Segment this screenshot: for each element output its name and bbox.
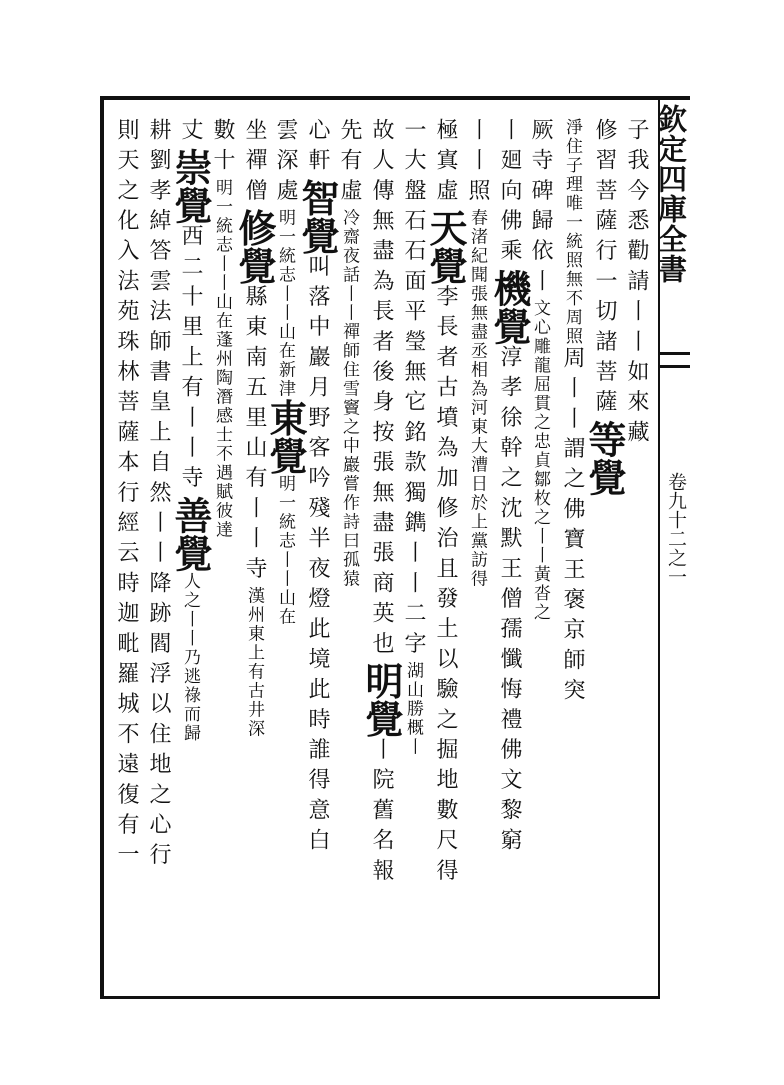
book-title: 欽定四庫全書 <box>654 104 688 284</box>
annotation-text: 冷齋夜話丨丨禪師住雪竇之中巖嘗作詩曰孤猿 <box>339 208 359 589</box>
text-column <box>397 118 430 978</box>
text-column <box>110 118 143 978</box>
body-text: 極寘虛 <box>433 118 458 209</box>
headword: 明覺 <box>359 661 404 738</box>
text-column <box>524 118 557 978</box>
body-text: 子我今悉勸請丨丨如來藏 <box>624 118 649 451</box>
body-text: 李長者古墳為加修治且發土以驗之掘地數尺得 <box>433 284 458 889</box>
body-text: 修習菩薩行一切諸菩薩 <box>592 118 617 420</box>
body-text: 則天之化入法苑珠林菩薩本行經云時迦毗羅城不遠復有一 <box>114 118 139 873</box>
body-text: 西二十里上有丨丨寺 <box>178 224 203 497</box>
body-text: 先有虛 <box>337 118 362 209</box>
text-column <box>168 118 213 978</box>
headword: 修覺 <box>232 208 277 285</box>
body-text: 縣東南五里山有丨丨寺 <box>242 284 267 587</box>
headword: 善覺 <box>168 496 213 573</box>
text-column <box>620 118 653 978</box>
headword: 智覺 <box>295 178 340 255</box>
body-text: 數十 <box>210 118 235 179</box>
body-text: 周丨丨謂之佛寶王褒京師突 <box>560 346 585 709</box>
body-text: 坐禪僧 <box>242 118 267 209</box>
annotation-text: 湖山勝概丨 <box>403 661 423 757</box>
body-text: 故人傳無盡為長者後身按張無盡張商英也 <box>369 118 394 662</box>
text-column <box>142 118 175 978</box>
body-text: 丨院舊名報 <box>369 737 394 889</box>
frame-top-border <box>100 96 690 100</box>
headword: 崇覺 <box>168 148 213 225</box>
annotation-text: 陶潛感士不遇賦彼達 <box>212 368 232 540</box>
headword: 等覺 <box>582 420 627 496</box>
annotation-text: 人之丨丨乃逃祿而歸 <box>180 572 200 744</box>
text-column <box>582 118 627 978</box>
text-column <box>295 118 340 978</box>
annotation-text: 明一統志丨丨山在新津 <box>275 208 295 399</box>
annotation-text: 淨住子理唯一統照無不周照 <box>562 118 582 346</box>
text-column <box>423 118 468 978</box>
annotation-text: 明一統志丨丨山在 <box>275 474 295 627</box>
body-text: 丨廻向佛乘 <box>497 118 522 269</box>
headword: 天覺 <box>423 208 468 285</box>
text-column <box>487 118 532 978</box>
text-column <box>359 118 404 978</box>
body-text: 淳孝徐幹之沈默王僧孺懺悔禮佛文黎窮 <box>497 345 522 859</box>
body-text: 丨丨照 <box>465 118 490 209</box>
annotation-text: 明一統志丨丨山在蓬州 <box>212 178 232 369</box>
frame-bottom-border <box>100 996 660 999</box>
body-text: 雲深處 <box>273 118 298 209</box>
frame-left-border <box>100 96 104 999</box>
fish-tail-mark <box>658 352 690 368</box>
headword: 機覺 <box>487 269 532 345</box>
body-text: 叫落中巖月野客吟殘半夜燈此境此時誰得意白 <box>305 254 330 859</box>
body-text: 厥寺碑歸依丨 <box>528 118 553 300</box>
text-column <box>232 118 277 978</box>
body-text: 耕劉孝綽答雲法師書皇上自然丨丨降跡閻浮以住地之心行 <box>146 118 171 873</box>
body-text: 一大盤石石面平瑩無它銘款獨鐫丨丨二字 <box>401 118 426 662</box>
annotation-text: 春渚紀聞張無盡丞相為河東大漕日於上黨訪得 <box>467 208 487 589</box>
body-text: 心軒 <box>305 118 330 179</box>
headword: 東覺 <box>263 398 308 475</box>
volume-number: 卷九十二之一 <box>665 472 687 586</box>
text-column <box>556 118 589 978</box>
body-text: 丈 <box>178 118 203 149</box>
annotation-text: 漢州東上有古井深 <box>244 586 264 739</box>
annotation-text: 文心雕龍屈貫之忠貞鄒枚之丨丨黃沓之 <box>530 299 550 623</box>
